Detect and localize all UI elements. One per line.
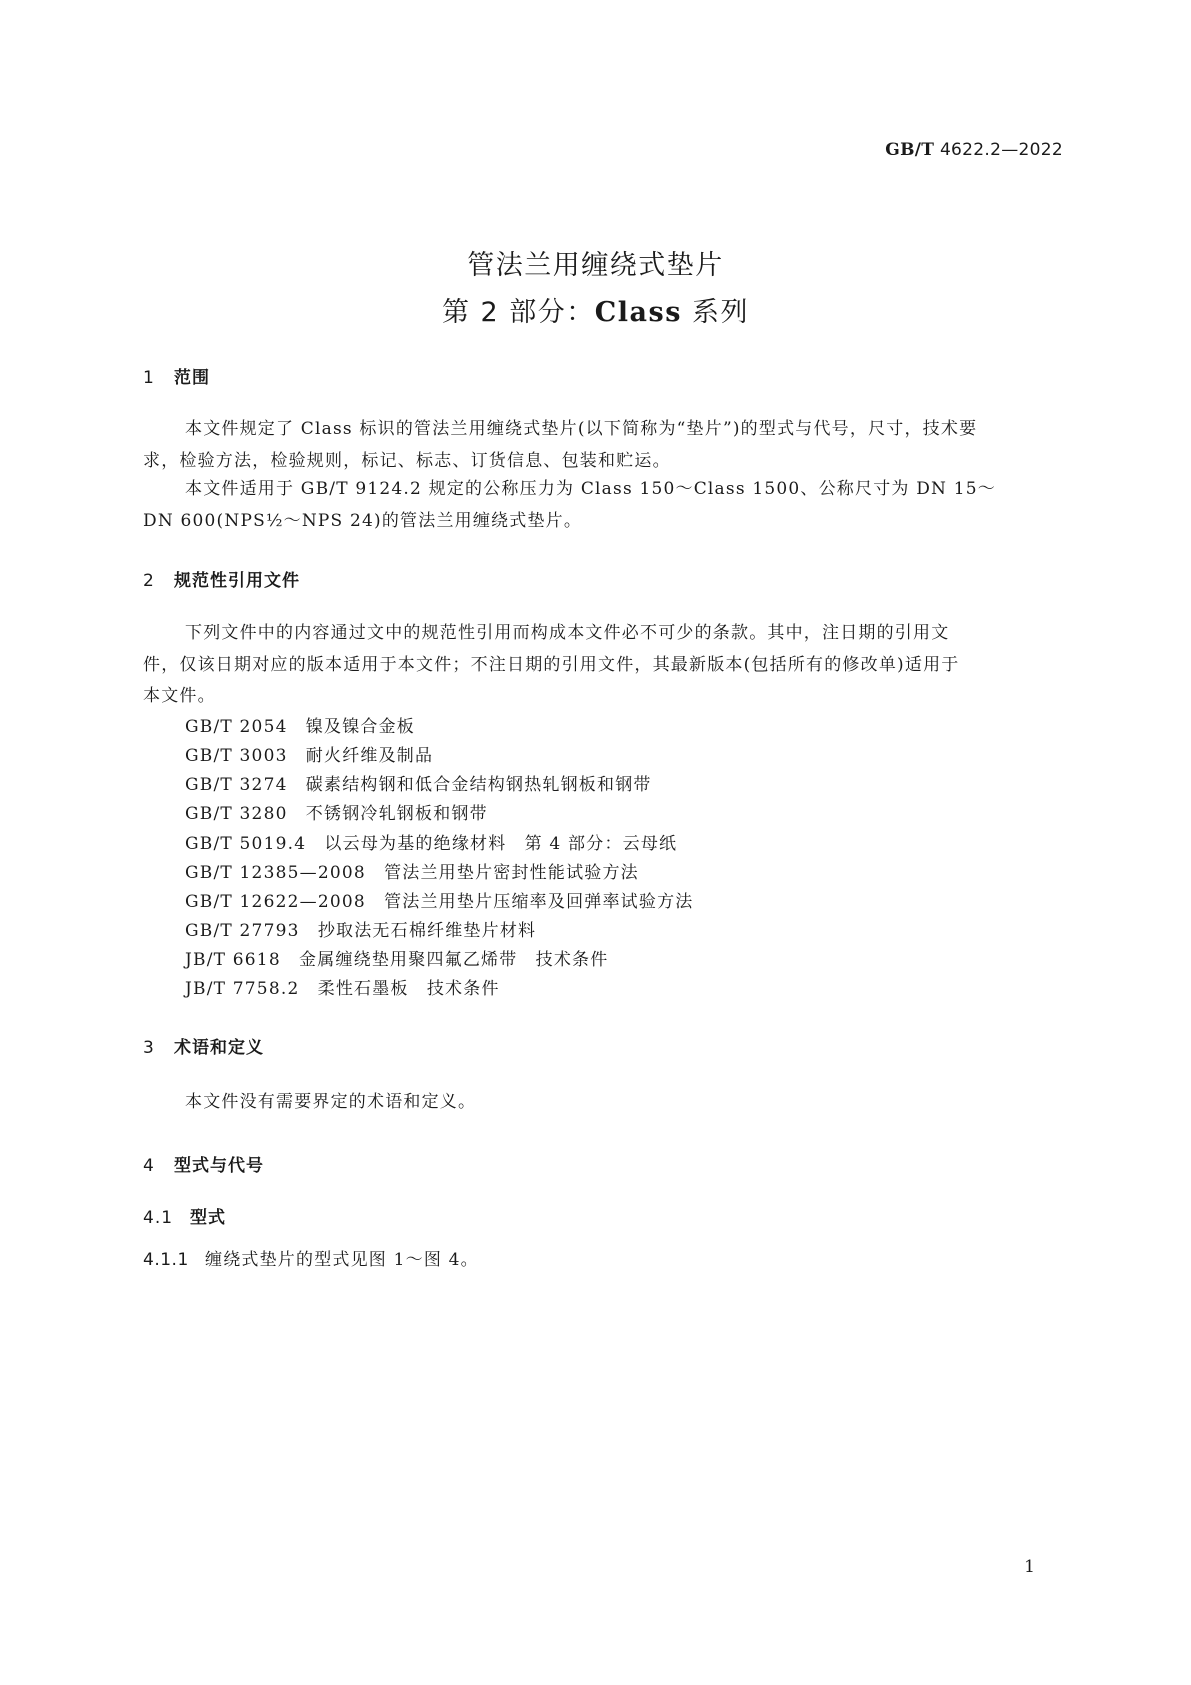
reference-item: GB/T 3003 耐火纤维及制品 [185,746,434,766]
subsection-number: 4.1 [143,1208,174,1228]
subtitle-class: Class [594,297,682,328]
section-title: 规范性引用文件 [174,571,300,591]
reference-item: JB/T 7758.2 柔性石墨板 技术条件 [185,979,500,999]
reference-item: GB/T 3274 碳素结构钢和低合金结构钢热轧钢板和钢带 [185,775,652,795]
reference-item: GB/T 3280 不锈钢冷轧钢板和钢带 [185,804,488,824]
subtitle-series: 系列 [681,297,750,328]
reference-item: JB/T 6618 金属缠绕垫用聚四氟乙烯带 技术条件 [185,950,609,970]
section-title: 范围 [174,368,210,388]
section-3-heading [143,1033,264,1058]
document-title: 管法兰用缠绕式垫片 [467,250,724,281]
standard-code [885,140,1063,160]
subtitle-part: 第 2 部分： [441,297,595,328]
subsection-4-1-heading [143,1203,226,1228]
paragraph-line: 下列文件中的内容通过文中的规范性引用而构成本文件必不可少的条款。其中，注日期的引用文 [185,623,950,643]
section-3-paragraph [143,1087,1063,1119]
section-number: 2 [143,571,155,591]
standard-code-prefix: GB/T [885,140,935,160]
standard-code-number: 4622.2—2022 [939,140,1063,160]
reference-item: GB/T 2054 镍及镍合金板 [185,717,416,737]
paragraph-line: 求，检验方法，检验规则，标记、标志、订货信息、包装和贮运。 [143,450,671,471]
section-2-paragraph [143,618,1063,713]
paragraph-line: 本文件适用于 GB/T 9124.2 规定的公称压力为 Class 150～Class 1500、公称尺寸为 DN 15～ [185,479,996,499]
document-subtitle [0,290,1191,329]
paragraph-line: 本文件规定了 Class 标识的管法兰用缠绕式垫片(以下简称为“垫片”)的型式与代号，尺寸，技术要 [185,419,978,439]
section-1-heading [143,363,210,388]
page-number: 1 [1024,1557,1035,1577]
paragraph-line: 件，仅该日期对应的版本适用于本文件；不注日期的引用文件，其最新版本(包括所有的修改单)适用于 [143,654,960,675]
clause-number: 4.1.1 [143,1250,189,1270]
reference-item: GB/T 12622—2008 管法兰用垫片压缩率及回弹率试验方法 [185,892,694,912]
paragraph-line: 本文件。 [143,686,216,706]
section-2-heading [143,566,300,591]
clause-4-1-1 [143,1245,479,1270]
clause-text: 缠绕式垫片的型式见图 1～图 4。 [205,1250,479,1270]
reference-item: GB/T 27793 抄取法无石棉纤维垫片材料 [185,921,537,941]
section-number: 3 [143,1038,155,1058]
subsection-title: 型式 [190,1208,226,1228]
section-number: 1 [143,368,155,388]
reference-item: GB/T 5019.4 以云母为基的绝缘材料 第 4 部分：云母纸 [185,834,678,854]
paragraph-line: DN 600(NPS½～NPS 24)的管法兰用缠绕式垫片。 [143,510,583,531]
section-title: 型式与代号 [174,1156,264,1176]
section-1-paragraph-2 [143,474,1063,537]
section-number: 4 [143,1156,155,1176]
section-4-heading [143,1151,264,1176]
section-title: 术语和定义 [174,1038,264,1058]
paragraph-line: 本文件没有需要界定的术语和定义。 [185,1092,477,1112]
section-1-paragraph-1 [143,414,1063,477]
reference-item: GB/T 12385—2008 管法兰用垫片密封性能试验方法 [185,863,639,883]
